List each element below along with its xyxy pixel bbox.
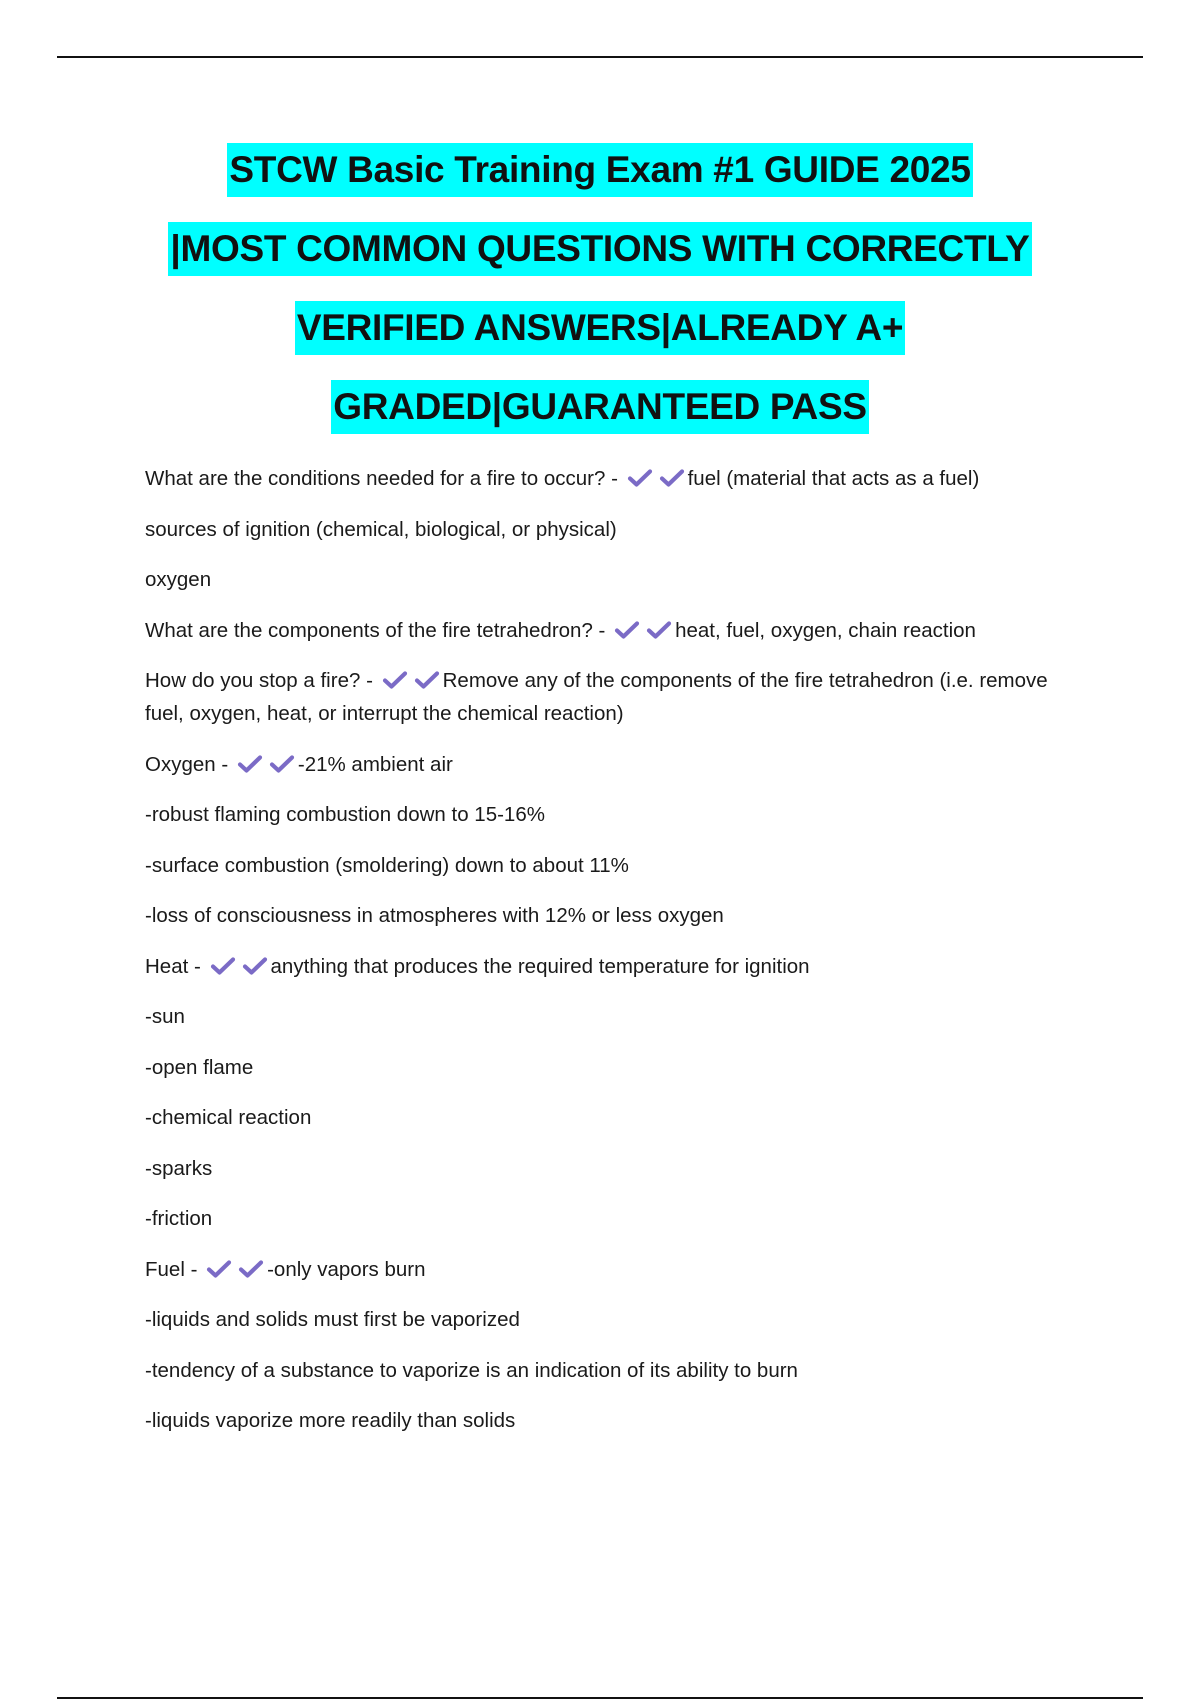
check-icon	[381, 670, 409, 690]
question-text: What are the components of the fire tetrahedron? -	[145, 618, 606, 642]
qa-item	[145, 748, 1065, 781]
check-icon	[626, 468, 654, 488]
question-text: How do you stop a fire? -	[145, 669, 373, 692]
title-line-3: VERIFIED ANSWERS|ALREADY A+	[295, 301, 905, 355]
question-text: Fuel -	[145, 1257, 198, 1281]
check-icon	[613, 620, 641, 640]
qa-item	[145, 950, 1065, 983]
check-icon	[241, 956, 269, 976]
question-text: Oxygen -	[145, 752, 229, 776]
qa-item	[145, 1253, 1065, 1286]
check-icon	[268, 754, 296, 774]
bottom-rule	[57, 1697, 1143, 1699]
answer-text: heat, fuel, oxygen, chain reaction	[675, 618, 976, 642]
answer-line: -loss of consciousness in atmospheres with 12% or less oxygen	[145, 904, 724, 927]
answer-text: fuel (material that acts as a fuel)	[687, 467, 980, 490]
answer-line: -tendency of a substance to vaporize is an indication of its ability to burn	[145, 1358, 798, 1382]
title-line-4: GRADED|GUARANTEED PASS	[331, 380, 868, 434]
check-icon	[236, 754, 264, 774]
qa-item	[145, 462, 1065, 495]
check-icon	[658, 468, 686, 488]
check-icon	[645, 620, 673, 640]
check-icon	[237, 1259, 265, 1279]
answer-line: -sparks	[145, 1156, 213, 1180]
answer-line: -open flame	[145, 1055, 254, 1079]
answer-line: -liquids and solids must first be vaporized	[145, 1308, 520, 1331]
check-icon	[205, 1259, 233, 1279]
qa-content	[145, 462, 1065, 1455]
qa-item	[145, 614, 1065, 647]
title-line-1: STCW Basic Training Exam #1 GUIDE 2025	[227, 143, 972, 197]
question-text: Heat -	[145, 954, 201, 978]
top-rule	[57, 56, 1143, 58]
answer-line: oxygen	[145, 568, 212, 591]
answer-text: anything that produces the required temperature for ignition	[270, 954, 810, 978]
answer-text: -only vapors burn	[267, 1257, 426, 1281]
check-icon	[413, 670, 441, 690]
answer-text: -21% ambient air	[297, 752, 453, 776]
question-text: What are the conditions needed for a fire to occur? -	[145, 467, 618, 490]
answer-line: -robust flaming combustion down to 15-16%	[145, 803, 545, 826]
answer-text: Remove any of the components of the fire tetrahedron (i.e. remove fuel, oxygen, heat, or interrupt the chemical reaction)	[145, 669, 1048, 725]
qa-item	[145, 664, 1065, 730]
answer-line: -liquids vaporize more readily than solids	[145, 1409, 516, 1432]
answer-line: sources of ignition (chemical, biological, or physical)	[145, 517, 617, 541]
answer-line: -chemical reaction	[145, 1106, 312, 1129]
document-title	[0, 143, 1200, 459]
title-line-2: |MOST COMMON QUESTIONS WITH CORRECTLY	[168, 222, 1031, 276]
check-icon	[209, 956, 237, 976]
answer-line: -surface combustion (smoldering) down to about 11%	[145, 853, 629, 877]
answer-line: -sun	[145, 1005, 185, 1028]
answer-line: -friction	[145, 1207, 213, 1230]
